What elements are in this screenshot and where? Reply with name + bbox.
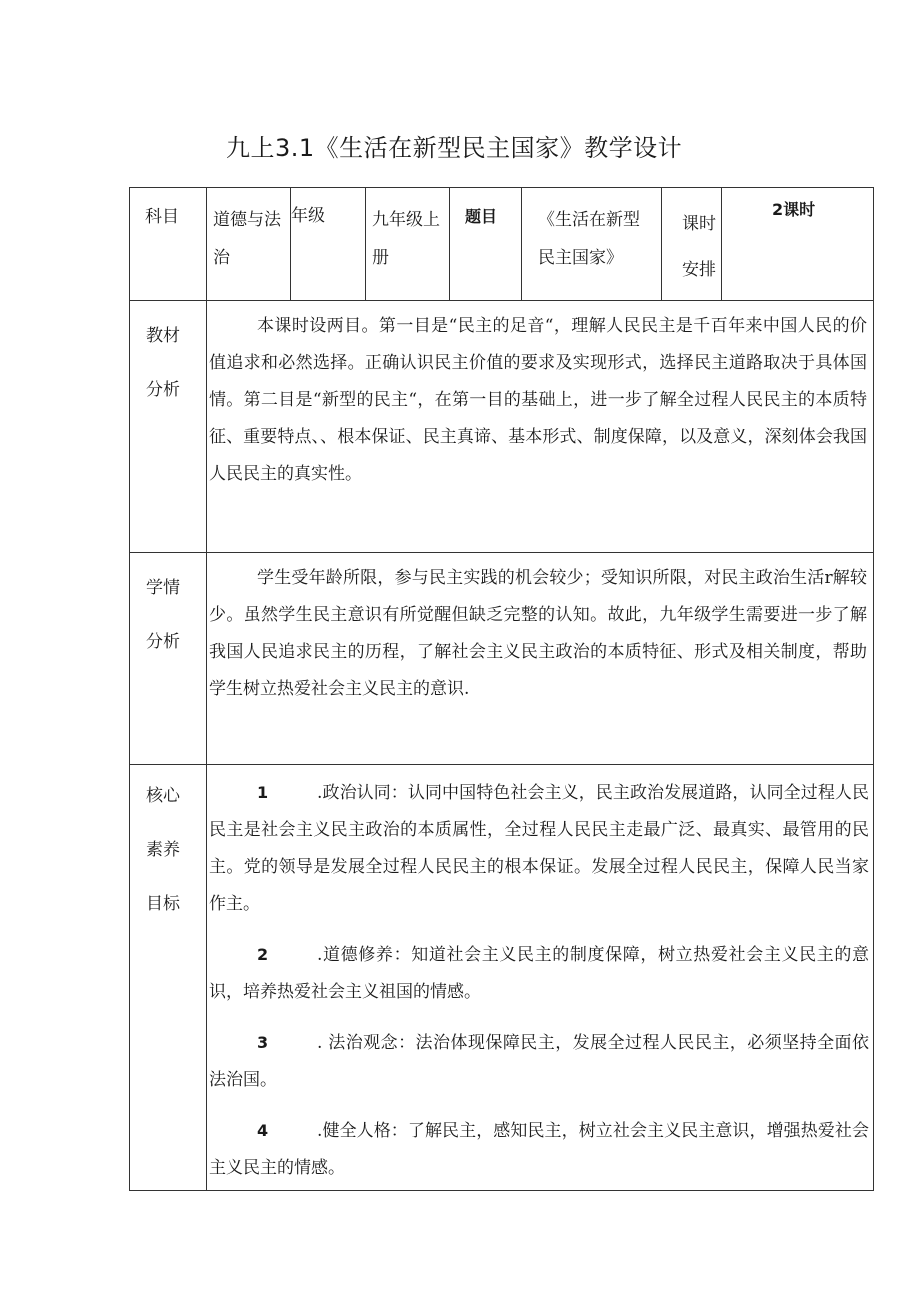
topic-label: 题目 <box>465 207 498 226</box>
grade-label-cell <box>291 188 366 301</box>
material-analysis-content-cell <box>207 301 874 553</box>
material-analysis-label: 教材分析 <box>146 326 180 400</box>
core-objectives-content-cell <box>207 765 874 1191</box>
lesson-plan-table <box>129 187 874 1191</box>
student-analysis-label: 学情分析 <box>146 578 180 652</box>
student-analysis-label-cell <box>130 553 207 765</box>
grade-value-cell <box>366 188 450 301</box>
objective-text: .健全人格：了解民主，感知民主，树立社会主义民主意识，增强热爱社会主义民主的情感。 <box>209 1121 869 1178</box>
hours-label-cell <box>662 188 722 301</box>
hours-label: 课时安排 <box>682 214 716 280</box>
topic-value-cell <box>522 188 662 301</box>
student-analysis-text: 学生受年龄所限，参与民主实践的机会较少；受知识所限，对民主政治生活r解较少。虽然学生民主意识有所觉醒但缺乏完整的认知。故此，九年级学生需要进一步了解我国人民追求民主的历程，了解社会主义民主政治的本质特征、形式及相关制度，帮助学生树立热爱社会主义民主的意识. <box>209 568 867 699</box>
objective-number: 1 <box>257 783 269 802</box>
material-analysis-text: 本课时设两目。第一目是“民主的足音“，理解人民民主是千百年来中国人民的价值追求和必然选择。正确认识民主价值的要求及实现形式，选择民主道路取决于具体国情。第二目是“新型的民主“，在第一目的基础上，进一步了解全过程人民民主的本质特征、重要特点、、根本保证、民主真谛、基本形式、制度保障，以及意义，深刻体会我国人民民主的真实性。 <box>209 316 867 484</box>
objective-text: .政治认同：认同中国特色社会主义，民主政治发展道路，认同全过程人民民主是社会主义民主政治的本质属性，全过程人民民主走最广泛、最真实、最管用的民主。党的领导是发展全过程人民民主的根本保证。发展全过程人民民主，保障人民当家作主。 <box>209 783 869 914</box>
subject-value: 道德与法治 <box>213 210 281 268</box>
topic-value: 《生活在新型民主国家》 <box>538 210 640 268</box>
grade-label: 年级 <box>291 206 325 226</box>
core-objectives-label-cell <box>130 765 207 1191</box>
hours-value-cell <box>722 188 874 301</box>
subject-label-cell <box>130 188 207 301</box>
core-objectives-row <box>130 765 874 1191</box>
objective-text: . 法治观念：法治体现保障民主，发展全过程人民民主，必须坚持全面依法治国。 <box>209 1033 869 1090</box>
objective-number: 2 <box>257 945 269 964</box>
objective-number: 4 <box>257 1121 269 1140</box>
objective-item <box>207 774 873 923</box>
grade-value: 九年级上册 <box>372 210 440 268</box>
hours-value: 2课时 <box>772 200 816 219</box>
objective-text: .道德修养：知道社会主义民主的制度保障，树立热爱社会主义民主的意识，培养热爱社会主义祖国的情感。 <box>209 945 869 1002</box>
topic-label-cell <box>450 188 522 301</box>
objective-item <box>207 1112 873 1187</box>
subject-label: 科目 <box>145 207 179 227</box>
subject-value-cell <box>207 188 291 301</box>
page-title: 九上3.1《生活在新型民主国家》教学设计 <box>226 134 683 162</box>
objective-item <box>207 936 873 1011</box>
material-analysis-row <box>130 301 874 553</box>
objective-item <box>207 1024 873 1099</box>
material-analysis-label-cell <box>130 301 207 553</box>
objective-number: 3 <box>257 1033 269 1052</box>
student-analysis-content-cell <box>207 553 874 765</box>
core-objectives-label: 核心素养目标 <box>146 786 180 914</box>
header-row <box>130 188 874 301</box>
student-analysis-row <box>130 553 874 765</box>
